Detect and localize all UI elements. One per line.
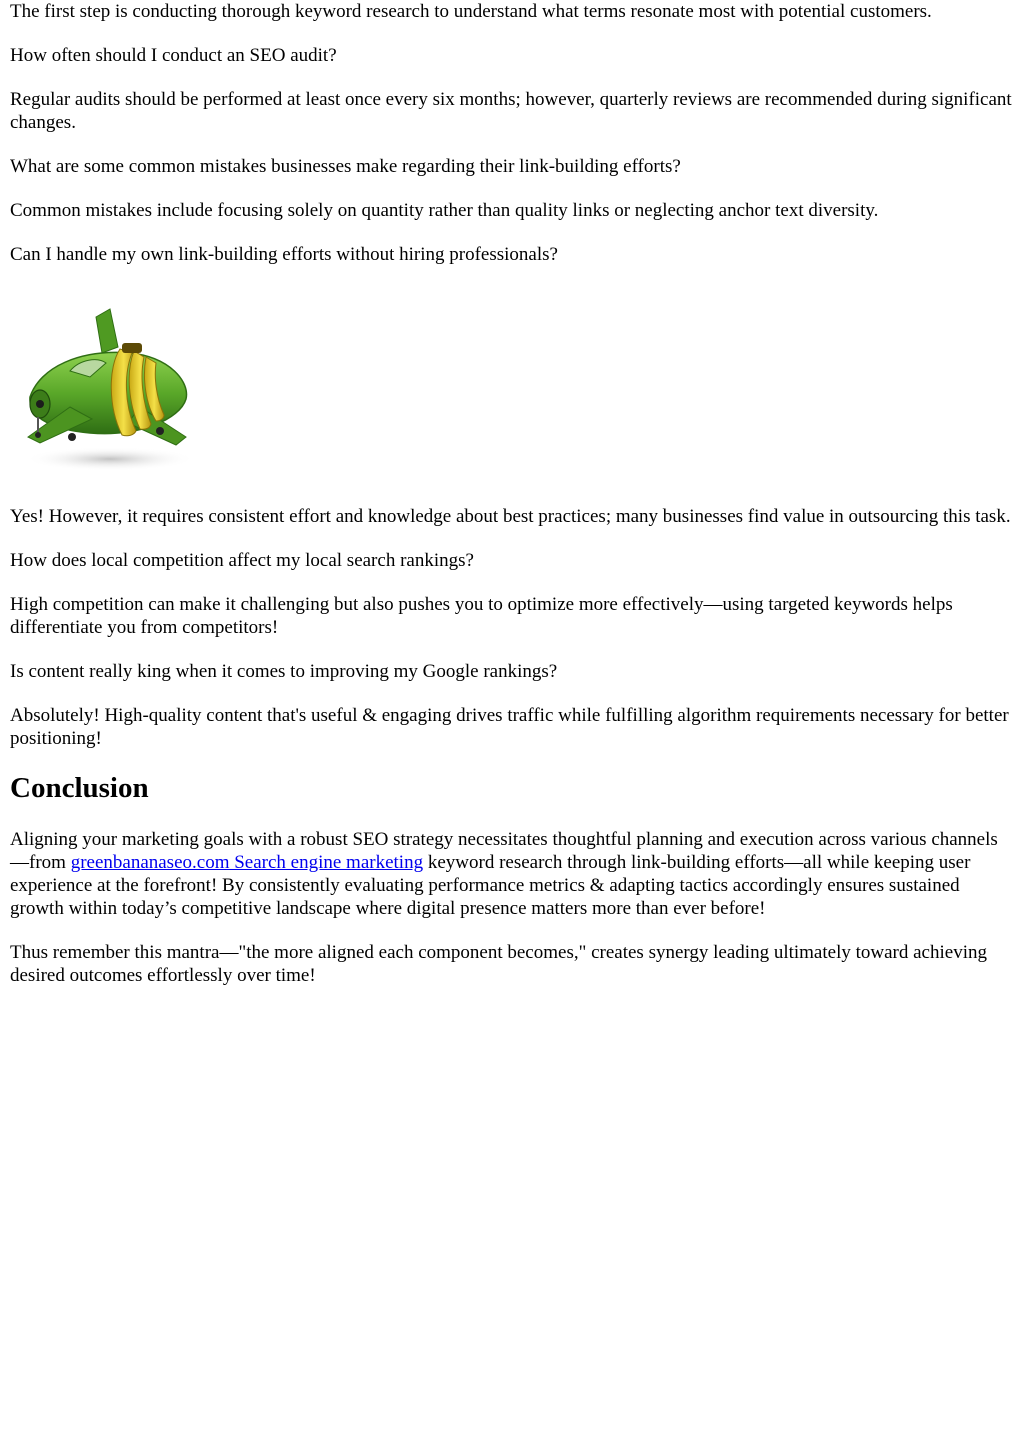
faq-answer-audit: Regular audits should be performed at least once every six months; however, quarterly reviews are recommended during significant changes. <box>10 89 1012 133</box>
conclusion-text-after: keyword research through link-building efforts—all while keeping user experience at the forefront! By consistently evaluating performance metrics & adapting tactics accordingly ensures sustained growth within today’s competitive landscape where digital presence matters more than ever before! <box>10 852 971 919</box>
faq-answer-diy: Yes! However, it requires consistent effort and knowledge about best practices; many businesses find value in outsourcing this task. <box>10 506 1011 527</box>
green-banana-plane-image <box>10 287 202 479</box>
faq-question-content: Is content really king when it comes to improving my Google rankings? <box>10 661 558 682</box>
faq-question-audit: How often should I conduct an SEO audit? <box>10 45 337 66</box>
faq-question-local: How does local competition affect my local search rankings? <box>10 550 474 571</box>
seo-marketing-link[interactable]: greenbananaseo.com Search engine marketing <box>70 852 424 873</box>
intro-paragraph: The first step is conducting thorough keyword research to understand what terms resonate most with potential customers. <box>10 1 932 22</box>
conclusion-heading: Conclusion <box>10 772 149 804</box>
faq-answer-mistakes: Common mistakes include focusing solely on quantity rather than quality links or neglecting anchor text diversity. <box>10 200 879 221</box>
conclusion-paragraph-1 <box>10 828 1014 920</box>
conclusion-paragraph-2: Thus remember this mantra—"the more aligned each component becomes," creates synergy leading ultimately toward achieving desired outcomes effortlessly over time! <box>10 942 987 986</box>
faq-answer-local: High competition can make it challenging but also pushes you to optimize more effectively—using targeted keywords helps differentiate you from competitors! <box>10 594 953 638</box>
faq-answer-content: Absolutely! High-quality content that's useful & engaging drives traffic while fulfilling algorithm requirements necessary for better positioning! <box>10 705 1009 749</box>
faq-question-diy: Can I handle my own link-building efforts without hiring professionals? <box>10 244 558 265</box>
conclusion-text-before: Aligning your marketing goals with a robust SEO strategy necessitates thoughtful planning and execution across various channels—from <box>10 829 998 873</box>
faq-question-mistakes: What are some common mistakes businesses make regarding their link-building efforts? <box>10 156 681 177</box>
